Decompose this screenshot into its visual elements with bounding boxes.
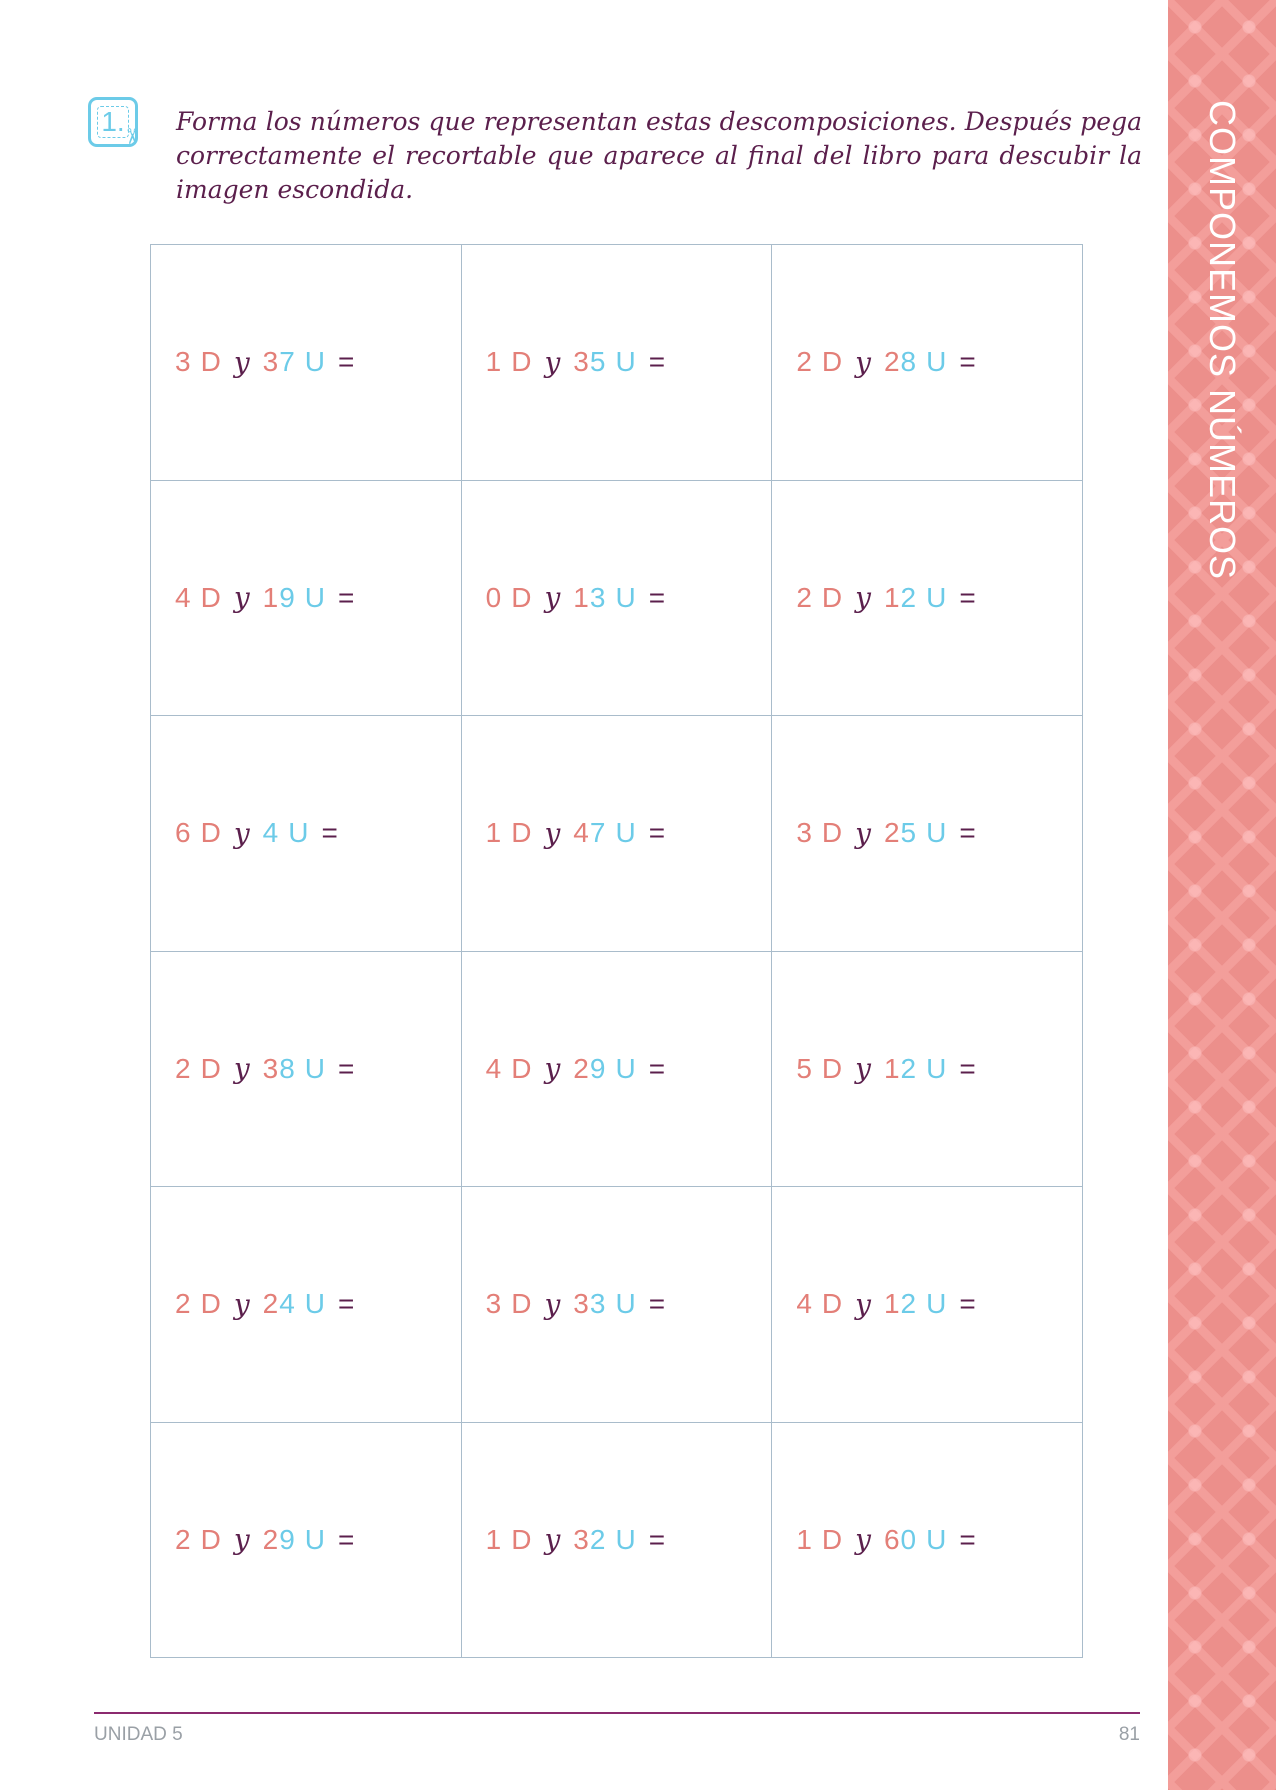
tens-label: D [821, 346, 844, 378]
decomposition-cell [772, 952, 1083, 1188]
tens-value: 1 [485, 1523, 503, 1555]
conjunction: y [544, 816, 562, 850]
equals-sign: = [959, 581, 977, 613]
units-units-digit: 3 [589, 581, 607, 613]
decomposition-cell [462, 1423, 773, 1659]
tens-label: D [821, 1052, 844, 1084]
units-label: U [615, 1523, 637, 1555]
footer-divider [94, 1712, 1140, 1714]
tens-label: D [511, 581, 533, 613]
units-tens-digit: 3 [262, 346, 280, 378]
scissors-icon: ✂ [118, 127, 144, 146]
units-units-digit: 2 [589, 1523, 607, 1555]
equals-sign: = [648, 581, 667, 613]
tens-label: D [200, 817, 222, 849]
units-tens-digit: 4 [573, 817, 590, 849]
equals-sign: = [959, 1052, 977, 1084]
units-tens-digit: 3 [573, 1288, 590, 1320]
tens-value: 1 [485, 817, 503, 849]
units-units-digit: 9 [279, 581, 296, 613]
equals-sign: = [959, 817, 977, 849]
units-label: U [926, 346, 948, 378]
tens-value: 2 [175, 1523, 192, 1555]
units-tens-digit: 3 [573, 1523, 590, 1555]
tens-label: D [200, 346, 222, 378]
tens-label: D [511, 1052, 533, 1084]
tens-value: 3 [796, 817, 813, 849]
equals-sign: = [648, 346, 667, 378]
equals-sign: = [959, 346, 977, 378]
units-label: U [288, 817, 310, 849]
tens-label: D [200, 581, 222, 613]
tens-label: D [511, 1288, 533, 1320]
units-units-digit: 4 [279, 1288, 296, 1320]
conjunction: y [233, 581, 251, 615]
units-units-digit: 3 [589, 1288, 607, 1320]
tens-value: 3 [485, 1288, 503, 1320]
equals-sign: = [959, 1523, 977, 1555]
decomposition-cell [462, 716, 773, 952]
equals-sign: = [648, 1288, 667, 1320]
units-units-digit: 2 [900, 581, 918, 613]
tens-value: 2 [796, 581, 813, 613]
decomposition-cell [462, 245, 773, 481]
conjunction: y [544, 1052, 562, 1086]
equals-sign: = [648, 817, 667, 849]
units-tens-digit: 2 [573, 1052, 590, 1084]
decomposition-cell [462, 481, 773, 717]
tens-label: D [200, 1523, 222, 1555]
tens-label: D [200, 1288, 222, 1320]
conjunction: y [233, 816, 251, 850]
decomposition-cell [462, 952, 773, 1188]
units-tens-digit: 1 [883, 1052, 901, 1084]
units-label: U [615, 817, 637, 849]
units-units-digit: 8 [279, 1052, 296, 1084]
units-units-digit: 0 [900, 1523, 918, 1555]
decomposition-cell [151, 481, 462, 717]
equals-sign: = [338, 346, 356, 378]
equals-sign: = [959, 1288, 977, 1320]
conjunction: y [855, 1523, 872, 1557]
units-tens-digit: 1 [883, 581, 901, 613]
units-label: U [304, 1523, 327, 1555]
units-label: U [304, 1288, 327, 1320]
units-tens-digit: 2 [262, 1523, 280, 1555]
units-tens-digit: 3 [573, 346, 590, 378]
tens-label: D [821, 817, 844, 849]
units-tens-digit: 1 [262, 581, 280, 613]
decomposition-cell [151, 716, 462, 952]
units-units-digit: 7 [279, 346, 296, 378]
tens-label: D [821, 1288, 844, 1320]
conjunction: y [544, 1523, 562, 1557]
decomposition-cell [151, 245, 462, 481]
decomposition-cell [772, 481, 1083, 717]
units-label: U [615, 346, 637, 378]
equals-sign: = [321, 817, 339, 849]
conjunction: y [544, 345, 562, 379]
units-tens-digit: 1 [883, 1288, 901, 1320]
units-tens-digit: 2 [883, 817, 901, 849]
tens-label: D [821, 1523, 844, 1555]
exercise-instruction: Forma los números que representan estas descomposiciones. Después pega correctamente el recortable que aparece al final del libro para descubir la imagen escondida. [176, 107, 1142, 204]
units-units-digit: 8 [900, 346, 918, 378]
units-tens-digit: 6 [883, 1523, 901, 1555]
decomposition-cell [772, 1187, 1083, 1423]
equals-sign: = [338, 581, 356, 613]
units-units-digit: 2 [900, 1288, 918, 1320]
conjunction: y [233, 1287, 251, 1321]
exercise-number: 1. [101, 106, 125, 137]
tens-value: 2 [175, 1288, 192, 1320]
conjunction: y [855, 816, 872, 850]
conjunction: y [855, 345, 872, 379]
tens-label: D [511, 346, 533, 378]
units-tens-digit: 1 [573, 581, 590, 613]
tens-value: 4 [175, 581, 192, 613]
tens-value: 5 [796, 1052, 813, 1084]
conjunction: y [544, 1287, 562, 1321]
decomposition-cell [772, 1423, 1083, 1659]
tens-value: 3 [175, 346, 192, 378]
decomposition-cell [151, 1423, 462, 1659]
tens-label: D [821, 581, 844, 613]
tens-value: 6 [175, 817, 192, 849]
units-label: U [304, 346, 327, 378]
equals-sign: = [338, 1052, 356, 1084]
tens-value: 0 [485, 581, 503, 613]
units-units-digit: 4 [262, 817, 280, 849]
page-number: 81 [1118, 1724, 1140, 1745]
tens-value: 2 [796, 346, 813, 378]
conjunction: y [544, 581, 562, 615]
conjunction: y [233, 345, 251, 379]
units-label: U [926, 1052, 948, 1084]
tens-label: D [200, 1052, 222, 1084]
units-units-digit: 9 [589, 1052, 607, 1084]
tens-value: 1 [796, 1523, 813, 1555]
units-label: U [615, 1288, 637, 1320]
units-tens-digit: 2 [883, 346, 901, 378]
conjunction: y [233, 1523, 251, 1557]
decomposition-cell [462, 1187, 773, 1423]
units-units-digit: 7 [589, 817, 607, 849]
units-label: U [926, 1523, 948, 1555]
decomposition-cell [151, 952, 462, 1188]
equals-sign: = [338, 1288, 356, 1320]
tens-label: D [511, 1523, 533, 1555]
units-label: U [926, 581, 948, 613]
units-units-digit: 2 [900, 1052, 918, 1084]
decomposition-grid [150, 244, 1083, 1658]
units-tens-digit: 2 [262, 1288, 280, 1320]
units-units-digit: 5 [589, 346, 607, 378]
units-units-digit: 9 [279, 1523, 296, 1555]
units-label: U [615, 1052, 637, 1084]
decomposition-cell [772, 716, 1083, 952]
conjunction: y [855, 1287, 872, 1321]
tens-value: 4 [485, 1052, 503, 1084]
decomposition-cell [772, 245, 1083, 481]
conjunction: y [855, 581, 872, 615]
tens-value: 1 [485, 346, 503, 378]
equals-sign: = [648, 1523, 667, 1555]
section-title-text: COMPONEMOS NÚMEROS [1202, 100, 1243, 581]
conjunction: y [233, 1052, 251, 1086]
units-tens-digit: 3 [262, 1052, 280, 1084]
tens-label: D [511, 817, 533, 849]
section-title [1172, 100, 1272, 581]
conjunction: y [855, 1052, 872, 1086]
units-label: U [304, 1052, 327, 1084]
tens-value: 4 [796, 1288, 813, 1320]
equals-sign: = [338, 1523, 356, 1555]
equals-sign: = [648, 1052, 667, 1084]
units-label: U [926, 817, 948, 849]
tens-value: 2 [175, 1052, 192, 1084]
footer-unit: UNIDAD 5 [94, 1724, 183, 1745]
units-label: U [615, 581, 637, 613]
decomposition-cell [151, 1187, 462, 1423]
units-label: U [304, 581, 327, 613]
units-label: U [926, 1288, 948, 1320]
units-units-digit: 5 [900, 817, 918, 849]
